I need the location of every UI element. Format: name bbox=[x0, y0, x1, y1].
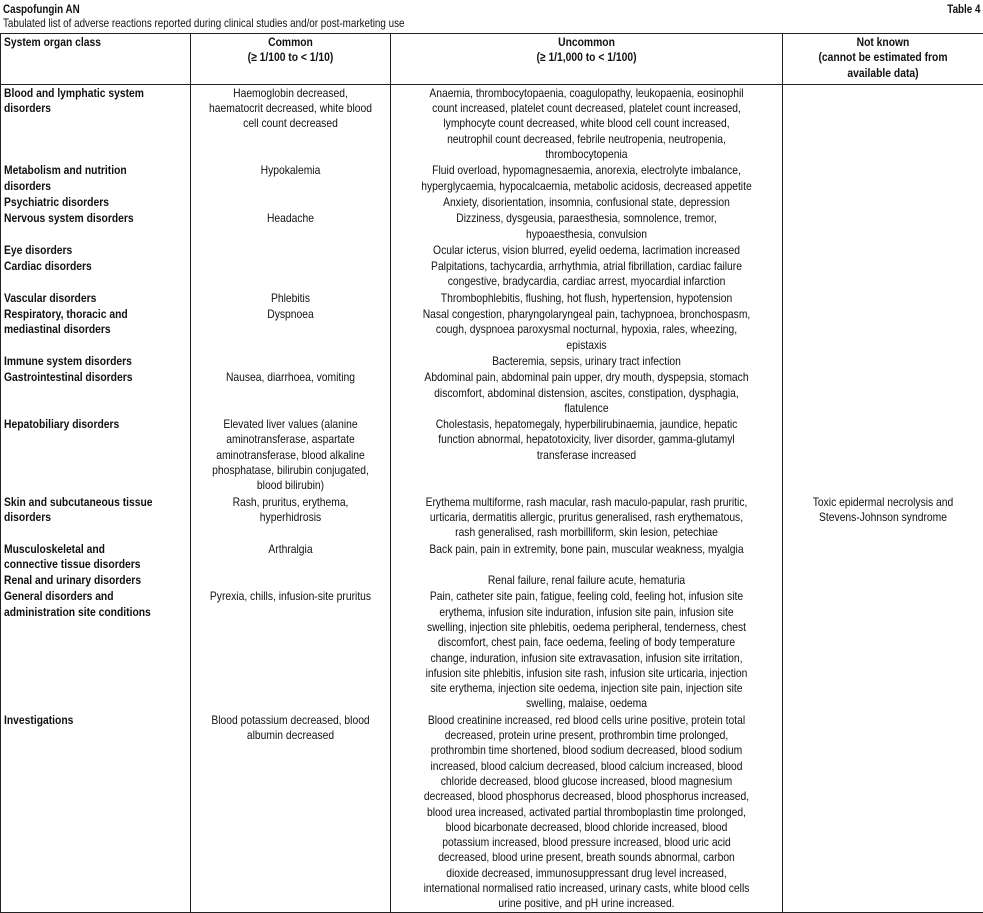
soc-cell: Vascular disorders bbox=[1, 290, 191, 306]
not-known-cell bbox=[783, 162, 983, 194]
table-row bbox=[1, 353, 983, 369]
common-cell: Blood potassium decreased, blood albumin decreased bbox=[191, 712, 391, 912]
table-row bbox=[1, 369, 983, 416]
uncommon-cell: Nasal congestion, pharyngolaryngeal pain, tachypnoea, bronchospasm, cough, dyspnoea paroxysmal nocturnal, hypoxia, rales, wheezing, epistaxis bbox=[391, 306, 783, 353]
not-known-cell bbox=[783, 369, 983, 416]
not-known-cell bbox=[783, 588, 983, 711]
not-known-cell bbox=[783, 353, 983, 369]
common-cell: Headache bbox=[191, 210, 391, 242]
not-known-cell bbox=[783, 712, 983, 912]
table-row bbox=[1, 258, 983, 290]
uncommon-cell: Palpitations, tachycardia, arrhythmia, atrial fibrillation, cardiac failure congestive, bradycardia, cardiac arrest, myocardial infarction bbox=[391, 258, 783, 290]
table-header-row bbox=[1, 34, 983, 85]
soc-cell: Metabolism and nutrition disorders bbox=[1, 162, 191, 194]
document-subtitle: Tabulated list of adverse reactions reported during clinical studies and/or post-marketing use bbox=[3, 16, 404, 30]
common-cell: Rash, pruritus, erythema, hyperhidrosis bbox=[191, 494, 391, 541]
common-cell: Nausea, diarrhoea, vomiting bbox=[191, 369, 391, 416]
not-known-cell bbox=[783, 541, 983, 573]
common-cell bbox=[191, 258, 391, 290]
soc-cell: Investigations bbox=[1, 712, 191, 912]
common-cell bbox=[191, 242, 391, 258]
table-row bbox=[1, 290, 983, 306]
soc-cell: General disorders and administration site conditions bbox=[1, 588, 191, 711]
uncommon-cell: Thrombophlebitis, flushing, hot flush, hypertension, hypotension bbox=[391, 290, 783, 306]
uncommon-cell: Back pain, pain in extremity, bone pain, muscular weakness, myalgia bbox=[391, 541, 783, 573]
uncommon-cell: Pain, catheter site pain, fatigue, feeling cold, feeling hot, infusion site erythema, infusion site induration, infusion site pain, infusion site swelling, injection site phlebitis, oedema peripheral, tenderness, chest discomfort, chest pain, face oedema, feeling of body temperature change, induration, infusion site extravasation, infusion site irritation, infusion site phlebitis, infusion site rash, infusion site urticaria, injection site erythema, injection site oedema, injection site pain, injection site swelling, malaise, oedema bbox=[391, 588, 783, 711]
table-row bbox=[1, 712, 983, 912]
soc-cell: Eye disorders bbox=[1, 242, 191, 258]
common-cell: Dyspnoea bbox=[191, 306, 391, 353]
soc-cell: Respiratory, thoracic and mediastinal disorders bbox=[1, 306, 191, 353]
soc-cell: Psychiatric disorders bbox=[1, 194, 191, 210]
table-row bbox=[1, 494, 983, 541]
not-known-cell bbox=[783, 84, 983, 162]
uncommon-cell: Bacteremia, sepsis, urinary tract infection bbox=[391, 353, 783, 369]
table-row bbox=[1, 541, 983, 573]
not-known-cell bbox=[783, 210, 983, 242]
not-known-cell bbox=[783, 306, 983, 353]
soc-cell: Blood and lymphatic system disorders bbox=[1, 84, 191, 162]
common-cell: Arthralgia bbox=[191, 541, 391, 573]
adverse-reactions-table bbox=[0, 33, 983, 913]
common-cell bbox=[191, 194, 391, 210]
soc-cell: Hepatobiliary disorders bbox=[1, 416, 191, 493]
table-label: Table 4 bbox=[947, 2, 980, 16]
table-row bbox=[1, 84, 983, 162]
table-row bbox=[1, 210, 983, 242]
uncommon-cell: Fluid overload, hypomagnesaemia, anorexia, electrolyte imbalance, hyperglycaemia, hypocalcaemia, metabolic acidosis, decreased appetite bbox=[391, 162, 783, 194]
table-row bbox=[1, 242, 983, 258]
table-row bbox=[1, 162, 983, 194]
table-row bbox=[1, 572, 983, 588]
uncommon-cell: Blood creatinine increased, red blood cells urine positive, protein total decreased, protein urine present, prothrombin time prolonged, prothrombin time shortened, blood sodium decreased, blood sodium increased, blood calcium decreased, blood calcium increased, blood chloride decreased, blood glucose increased, blood magnesium decreased, blood phosphorus decreased, blood phosphorus increased, blood urea increased, activated partial thromboplastin time prolonged, blood bicarbonate decreased, blood chloride increased, blood potassium increased, blood pressure increased, blood uric acid decreased, blood urine present, breath sounds abnormal, carbon dioxide decreased, immunosuppressant drug level increased, international normalised ratio increased, urinary casts, white blood cells urine positive, and pH urine increased. bbox=[391, 712, 783, 912]
not-known-cell bbox=[783, 290, 983, 306]
table-row bbox=[1, 588, 983, 711]
common-cell bbox=[191, 353, 391, 369]
column-header-uncommon: Uncommon (≥ 1/1,000 to < 1/100) bbox=[391, 34, 783, 85]
not-known-cell bbox=[783, 258, 983, 290]
common-cell: Hypokalemia bbox=[191, 162, 391, 194]
column-header-common: Common (≥ 1/100 to < 1/10) bbox=[191, 34, 391, 85]
common-cell: Elevated liver values (alanine aminotransferase, aspartate aminotransferase, blood alkaline phosphatase, bilirubin conjugated, blood bilirubin) bbox=[191, 416, 391, 493]
document-header bbox=[3, 0, 980, 32]
not-known-cell: Toxic epidermal necrolysis and Stevens-Johnson syndrome bbox=[783, 494, 983, 541]
uncommon-cell: Abdominal pain, abdominal pain upper, dry mouth, dyspepsia, stomach discomfort, abdominal distension, ascites, constipation, dysphagia, flatulence bbox=[391, 369, 783, 416]
uncommon-cell: Renal failure, renal failure acute, hematuria bbox=[391, 572, 783, 588]
not-known-cell bbox=[783, 572, 983, 588]
uncommon-cell: Ocular icterus, vision blurred, eyelid oedema, lacrimation increased bbox=[391, 242, 783, 258]
uncommon-cell: Anxiety, disorientation, insomnia, confusional state, depression bbox=[391, 194, 783, 210]
table-row bbox=[1, 306, 983, 353]
not-known-cell bbox=[783, 242, 983, 258]
uncommon-cell: Anaemia, thrombocytopaenia, coagulopathy, leukopaenia, eosinophil count increased, platelet count decreased, platelet count increased, lymphocyte count decreased, white blood cell count increased, neutrophil count decreased, febrile neutropenia, neutropenia, thrombocytopenia bbox=[391, 84, 783, 162]
soc-cell: Musculoskeletal and connective tissue disorders bbox=[1, 541, 191, 573]
not-known-cell bbox=[783, 416, 983, 493]
table-row bbox=[1, 194, 983, 210]
document-title: Caspofungin AN bbox=[3, 2, 80, 16]
common-cell: Haemoglobin decreased, haematocrit decreased, white blood cell count decreased bbox=[191, 84, 391, 162]
soc-cell: Cardiac disorders bbox=[1, 258, 191, 290]
soc-cell: Renal and urinary disorders bbox=[1, 572, 191, 588]
soc-cell: Gastrointestinal disorders bbox=[1, 369, 191, 416]
uncommon-cell: Cholestasis, hepatomegaly, hyperbilirubinaemia, jaundice, hepatic function abnormal, hepatotoxicity, liver disorder, gamma-glutamyl transferase increased bbox=[391, 416, 783, 493]
common-cell bbox=[191, 572, 391, 588]
column-header-soc: System organ class bbox=[1, 34, 191, 85]
soc-cell: Nervous system disorders bbox=[1, 210, 191, 242]
table-row bbox=[1, 416, 983, 493]
soc-cell: Immune system disorders bbox=[1, 353, 191, 369]
soc-cell: Skin and subcutaneous tissue disorders bbox=[1, 494, 191, 541]
column-header-not-known: Not known (cannot be estimated from available data) bbox=[783, 34, 983, 85]
common-cell: Pyrexia, chills, infusion-site pruritus bbox=[191, 588, 391, 711]
not-known-cell bbox=[783, 194, 983, 210]
uncommon-cell: Erythema multiforme, rash macular, rash maculo-papular, rash pruritic, urticaria, dermatitis allergic, pruritus generalised, rash erythematous, rash generalised, rash morbilliform, skin lesion, petechiae bbox=[391, 494, 783, 541]
uncommon-cell: Dizziness, dysgeusia, paraesthesia, somnolence, tremor, hypoaesthesia, convulsion bbox=[391, 210, 783, 242]
common-cell: Phlebitis bbox=[191, 290, 391, 306]
